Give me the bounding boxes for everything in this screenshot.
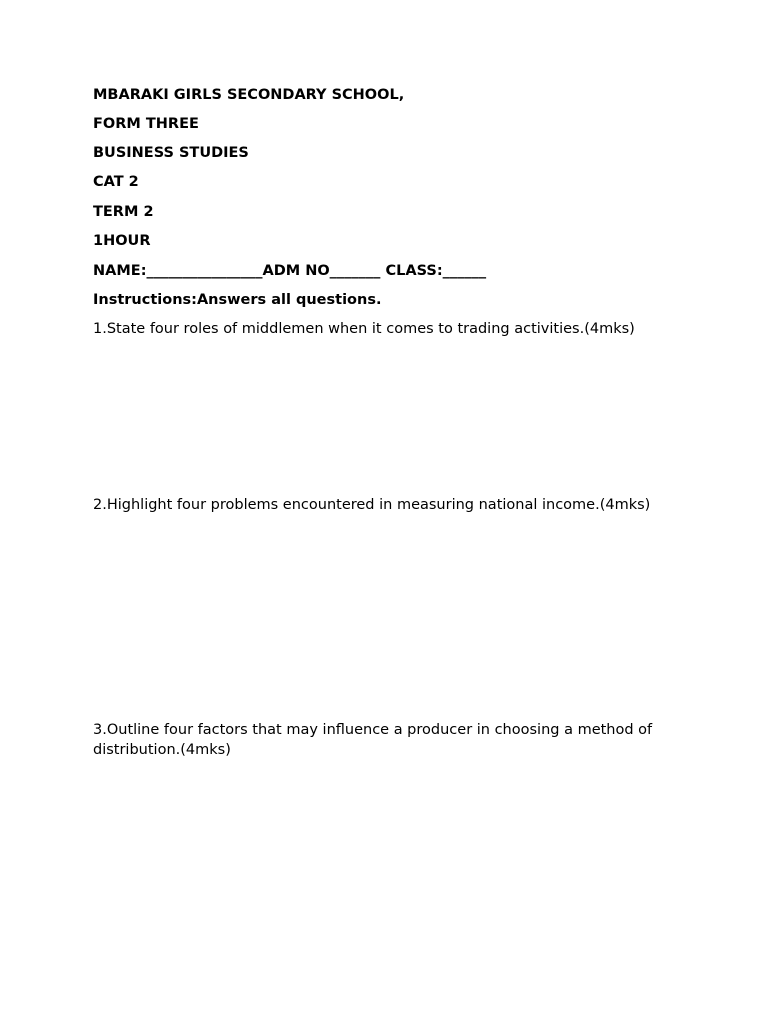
- instructions: Instructions:Answers all questions.: [93, 292, 382, 308]
- question-1: 1.State four roles of middlemen when it comes to trading activities.(4mks): [93, 321, 635, 337]
- school-name: MBARAKI GIRLS SECONDARY SCHOOL,: [93, 87, 405, 103]
- cat-label: CAT 2: [93, 174, 139, 190]
- question-2: 2.Highlight four problems encountered in measuring national income.(4mks): [93, 497, 651, 513]
- term-label: TERM 2: [93, 204, 154, 220]
- duration-label: 1HOUR: [93, 233, 151, 249]
- subject-title: BUSINESS STUDIES: [93, 145, 249, 161]
- question-3: 3.Outline four factors that may influence a producer in choosing a method of distribution.(4mks): [93, 722, 653, 758]
- form-level: FORM THREE: [93, 116, 199, 132]
- student-details-fields: NAME:________________ADM NO_______ CLASS:______: [93, 263, 487, 279]
